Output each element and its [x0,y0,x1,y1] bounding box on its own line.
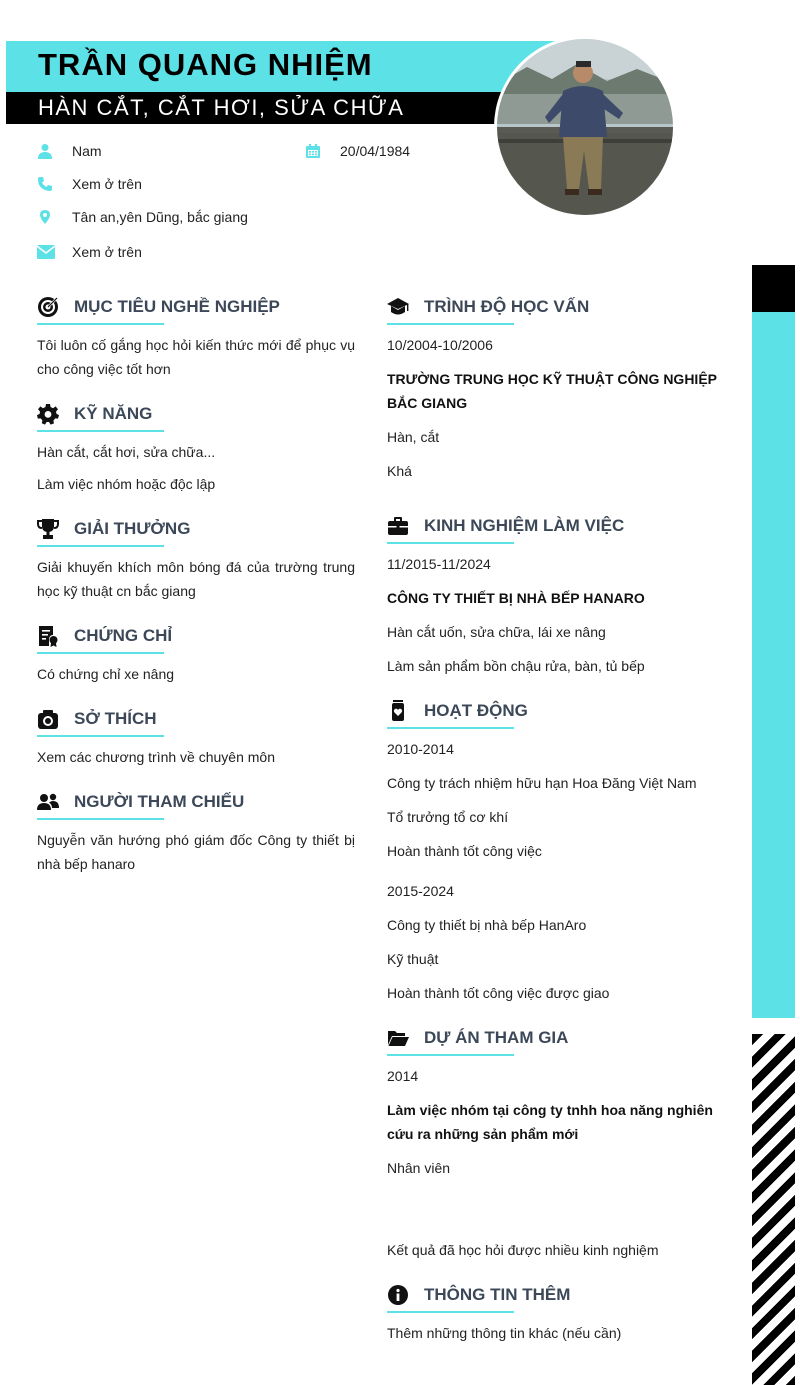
awards-title: GIẢI THƯỞNG [74,519,191,538]
birthday-value: 20/04/1984 [340,143,411,159]
phone-icon [37,176,72,192]
gear-icon [37,403,74,425]
envelope-icon [37,245,72,259]
hobbies-heading [37,708,157,730]
side-decoration-stripes [752,1034,795,1385]
additional-underline [387,1311,514,1313]
additional-title: THÔNG TIN THÊM [424,1285,571,1304]
projects-underline [387,1054,514,1056]
projects-title: DỰ ÁN THAM GIA [424,1028,569,1047]
education-grade: Khá [387,463,412,479]
email-value: Xem ở trên [72,244,142,260]
birthday-row [305,143,410,159]
skill-item: Làm việc nhóm hoặc độc lập [37,476,216,492]
experience-role: Hàn cắt uốn, sửa chữa, lái xe nâng [387,624,606,640]
skills-heading [37,403,152,425]
project-year: 2014 [387,1068,419,1084]
experience-title: KINH NGHIỆM LÀM VIỆC [424,516,625,535]
activity-role: Tổ trưởng tổ cơ khí [387,809,509,825]
education-period: 10/2004-10/2006 [387,337,493,353]
project-result: Kết quả đã học hỏi được nhiều kinh nghiệm [387,1242,659,1258]
hobbies-title: SỞ THÍCH [74,709,157,728]
user-icon [37,143,72,159]
address-row [37,209,248,225]
certificate-icon [37,625,74,647]
additional-heading [387,1284,570,1306]
awards-heading [37,518,190,540]
experience-heading [387,515,624,537]
info-circle-icon [387,1284,424,1306]
target-icon [37,296,74,318]
projects-heading [387,1027,568,1049]
side-decoration-black [752,265,795,312]
education-underline [387,323,514,325]
project-role: Nhân viên [387,1160,451,1176]
additional-text: Thêm những thông tin khác (nếu cần) [387,1325,622,1341]
certificates-text: Có chứng chỉ xe nâng [37,666,175,682]
camera-icon [37,708,74,730]
experience-desc: Làm sản phẩm bồn chậu rửa, bàn, tủ bếp [387,658,645,674]
awards-text: Giải khuyến khích môn bóng đá của trường trung học kỹ thuật cn bắc giang [37,559,355,599]
education-heading [387,296,589,318]
activities-underline [387,727,514,729]
side-decoration-cyan [752,312,795,1018]
badge-icon [387,700,424,722]
objective-title: MỤC TIÊU NGHỀ NGHIỆP [74,297,280,316]
briefcase-icon [387,515,424,537]
hobbies-text: Xem các chương trình về chuyên môn [37,749,275,765]
activity-org: Công ty thiết bị nhà bếp HanAro [387,917,587,933]
activity-period: 2010-2014 [387,741,454,757]
experience-underline [387,542,514,544]
project-name: Làm việc nhóm tại công ty tnhh hoa năng nghiên cứu ra những sản phẩm mới [387,1102,713,1142]
address-value: Tân an,yên Dũng, bắc giang [72,209,248,225]
avatar [494,36,676,218]
activity-desc: Hoàn thành tốt công việc [387,843,542,859]
hobbies-underline [37,735,164,737]
profile-photo [497,39,673,215]
gender-row [37,143,102,159]
awards-underline [37,545,164,547]
activities-title: HOẠT ĐỘNG [424,701,528,720]
candidate-name: TRẦN QUANG NHIỆM [38,47,373,82]
objective-text: Tôi luôn cố gắng học hỏi kiến thức mới để phục vụ cho công việc tốt hơn [37,337,355,377]
certificates-underline [37,652,164,654]
education-title: TRÌNH ĐỘ HỌC VẤN [424,297,590,316]
references-text: Nguyễn văn hướng phó giám đốc Công ty thiết bị nhà bếp hanaro [37,832,355,872]
job-title: HÀN CẮT, CẮT HƠI, SỬA CHỮA [38,95,405,120]
trophy-icon [37,518,74,540]
gender-value: Nam [72,143,102,159]
phone-value: Xem ở trên [72,176,142,192]
phone-row [37,176,142,192]
objective-underline [37,323,164,325]
skill-item: Hàn cắt, cắt hơi, sửa chữa... [37,444,216,460]
graduation-cap-icon [387,296,424,318]
certificates-heading [37,625,172,647]
activity-role: Kỹ thuật [387,951,439,967]
activity-org: Công ty trách nhiệm hữu hạn Hoa Đăng Việt Nam [387,775,697,791]
references-underline [37,818,164,820]
map-marker-icon [37,209,72,225]
users-icon [37,791,74,813]
references-heading [37,791,244,813]
references-title: NGƯỜI THAM CHIẾU [74,792,245,811]
experience-period: 11/2015-11/2024 [387,556,491,572]
education-school: TRƯỜNG TRUNG HỌC KỸ THUẬT CÔNG NGHIỆP BẮC GIANG [387,371,717,411]
experience-company: CÔNG TY THIẾT BỊ NHÀ BẾP HANARO [387,590,645,606]
skills-title: KỸ NĂNG [74,404,153,423]
email-row [37,244,142,260]
education-major: Hàn, cắt [387,429,440,445]
objective-heading [37,296,280,318]
folder-open-icon [387,1027,424,1049]
activity-period: 2015-2024 [387,883,454,899]
activities-heading [387,700,528,722]
calendar-icon [305,143,340,159]
certificates-title: CHỨNG CHỈ [74,626,173,645]
activity-desc: Hoàn thành tốt công việc được giao [387,985,610,1001]
skills-underline [37,430,164,432]
